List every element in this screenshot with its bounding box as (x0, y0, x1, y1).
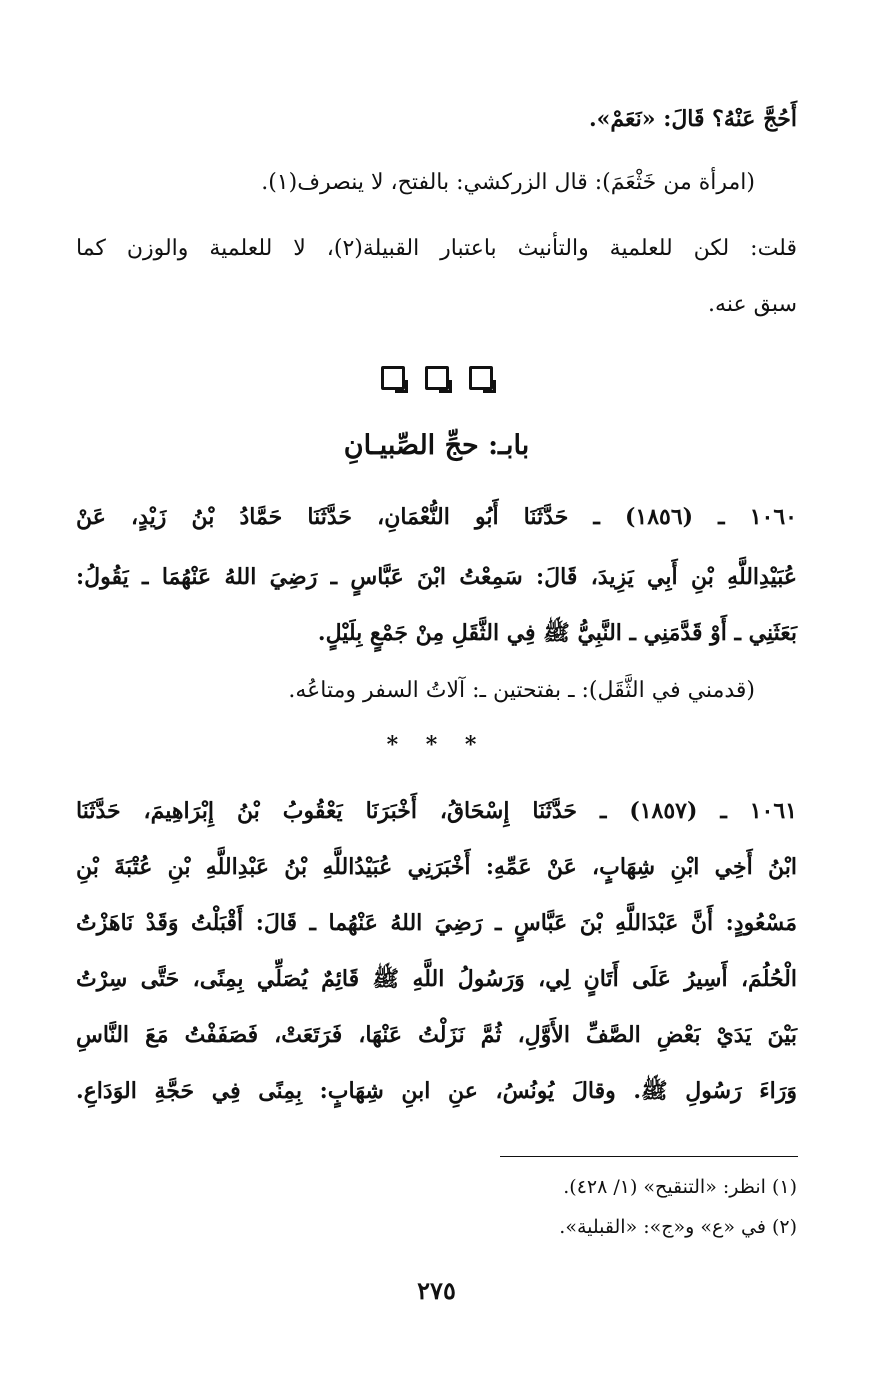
page-number: ٢٧٥ (417, 1276, 456, 1305)
hadith-line: ١٠٦١ ـ (١٨٥٧) ـ حَدَّثَنَا إِسْحَاقُ، أَخْبَرَنَا يَعْقُوبُ بْنُ إِبْرَاهِيمَ، حَدَّثَنَا (76, 798, 797, 824)
ornament-square-icon (381, 366, 405, 390)
text-line: أَحُجَّ عَنْهُ؟ قَالَ: «نَعَمْ». (589, 106, 797, 132)
hadith-line: عُبَيْدِاللَّهِ بْنِ أَبِي يَزِيدَ، قَالَ: سَمِعْتُ ابْنَ عَبَّاسٍ ـ رَضِيَ اللهُ عَنْهُمَا ـ يَقُولُ: (76, 564, 797, 590)
hadith-line: بَيْنَ يَدَيْ بَعْضِ الصَّفِّ الأَوَّلِ، ثُمَّ نَزَلْتُ عَنْهَا، فَرَتَعَتْ، فَصَفَفْتُ مَعَ النَّاسِ (76, 1022, 797, 1048)
separator-stars: * * * (386, 732, 487, 758)
footnote-divider (500, 1156, 798, 1157)
hadith-line: مَسْعُودٍ: أَنَّ عَبْدَاللَّهِ بْنَ عَبَّاسٍ ـ رَضِيَ اللهُ عَنْهُما ـ قَالَ: أَقْبَلْتُ وَقَدْ نَاهَزْتُ (76, 910, 797, 936)
section-heading: بابـ: حجِّ الصِّبيـانِ (343, 430, 530, 461)
footnote: (١) انظر: «التنقيح» (١/ ٤٢٨). (563, 1176, 797, 1198)
hadith-line: وَرَاءَ رَسُولِ ﷺ. وقالَ يُونُسُ، عنِ ابنِ شِهَابٍ: بِمِنًى فِي حَجَّةِ الوَدَاعِ. (76, 1078, 797, 1104)
text-line: قلت: لكن للعلمية والتأنيث باعتبار القبيلة(٢)، لا للعلمية والوزن كما (76, 236, 797, 261)
commentary-line: (قدمني في الثَّقَل): ـ بفتحتين ـ: آلاتُ السفر ومتاعُه. (288, 678, 755, 703)
text-line: سبق عنه. (708, 292, 797, 317)
hadith-line: الْحُلُمَ، أَسِيرُ عَلَى أَتَانٍ لِي، وَرَسُولُ اللَّهِ ﷺ قَائِمٌ يُصَلِّي بِمِنًى، حَتَّى سِرْتُ (76, 966, 797, 992)
ornament-square-icon (425, 366, 449, 390)
hadith-line: ابْنُ أَخِي ابْنِ شِهَابٍ، عَنْ عَمِّهِ: أَخْبَرَنِي عُبَيْدُاللَّهِ بْنُ عَبْدِاللَّهِ بْنِ عُتْبَةَ بْنِ (76, 854, 797, 880)
hadith-line: ١٠٦٠ ـ (١٨٥٦) ـ حَدَّثَنَا أَبُو النُّعْمَانِ، حَدَّثَنَا حَمَّادُ بْنُ زَيْدٍ، عَنْ (76, 504, 797, 530)
section-ornament (0, 366, 873, 394)
hadith-line: بَعَثَنِي ـ أَوْ قَدَّمَنِي ـ النَّبِيُّ ﷺ فِي الثَّقَلِ مِنْ جَمْعٍ بِلَيْلٍ. (317, 620, 797, 646)
footnote: (٢) في «ع» و«ج»: «القبلية». (559, 1216, 797, 1238)
ornament-square-icon (469, 366, 493, 390)
text-line: (امرأة من خَثْعَمَ): قال الزركشي: بالفتح، لا ينصرف(١). (261, 170, 755, 195)
